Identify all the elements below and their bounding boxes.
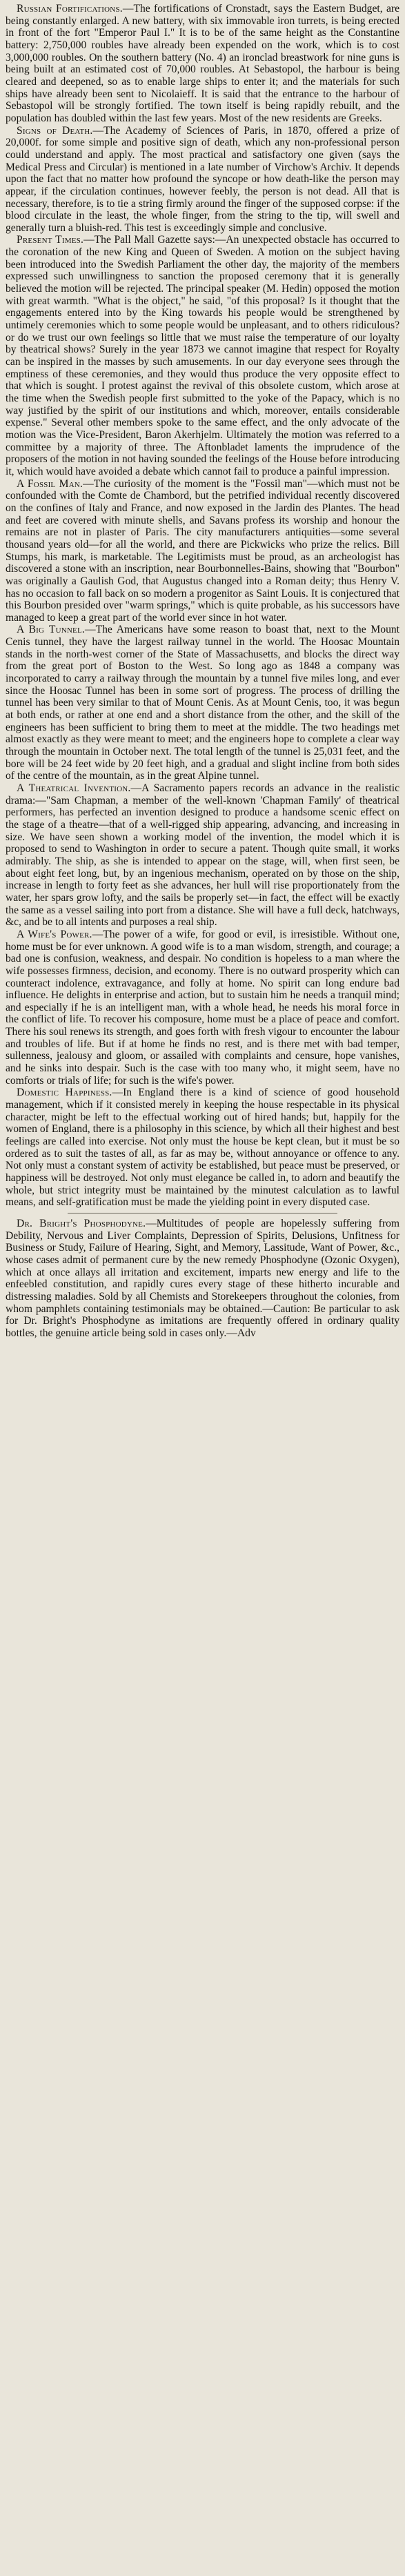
article-body: —The power of a wife, for good or evil, is irresistible. Without one, home must be for ever unknown. A good wife is to a man wisdom, strength, and courage; a bad one is confusion, weakness, and despair. No condition is hopeless to a man where the wife possesses firmness, decision, and economy. There is no outward prosperity which can counteract indolence, extravagance, and folly at home. No spirit can long endure bad influence. He delights in enterprise and action, but to sustain him he needs a tranquil mind; and especially if he is an intelligent man, with a whole head, he needs his moral force in the conflict of life. To recover his composure, home must be a place of peace and comfort. There his soul renews its strength, and goes forth with fresh vigour to encounter the labour and troubles of life. But if at home he finds no rest, and is there met with bad temper, sullenness, jealousy and gloom, or assailed with complaints and censure, hope vanishes, and he sinks into despair. Such is the case with too many who, it might seem, have no comforts or trials of life; for such is the wife's power. <box>6 928 400 1087</box>
article-body: —A Sacramento papers records an advance in the realistic drama:—"Sam Chapman, a member of the well-known 'Chapman Family' of theatrical performers, has perfected an invention designed to produce a handsome scenic effect on the stage of a theatre—that of a well-rigged ship appearing, advancing, and increasing in size. We have seen shown a working model of the invention, the model which it is proposed to send to Washington in order to secure a patent. Though quite small, it works admirably. The ship, as she is intended to appear on the stage, will, when first seen, be about eight feet long, but, by an ingenious mechanism, operated on by those on the ship, increase in length to forty feet as she advances, her hull will rise proportionately from the water, her spars grow lofty, and the sails be properly set—in fact, the effect will be exactly the same as a vessel sailing into port from a distance. She will have a full deck, hatchways, &c, and be to all intents and purposes a real ship. <box>6 782 399 929</box>
article-heading: Signs of Death. <box>17 124 93 137</box>
advertisement-heading: Dr. Bright's Phosphodyne. <box>17 1217 146 1229</box>
article-present-times <box>6 234 399 477</box>
article-a-fossil-man <box>6 478 399 624</box>
article-heading: A Theatrical Invention. <box>17 782 131 794</box>
article-signs-of-death <box>6 125 399 235</box>
article-heading: Domestic Happiness. <box>17 1087 112 1099</box>
advertisement-body: —Multitudes of people are hopelessly suffering from Debility, Nervous and Liver Complaints, Depression of Spirits, Delusions, Unfitness for Business or Study, Failure of Hearing, Sight, and Memory, Lassitude, Want of Power, &c., whose cases admit of permanent cure by the new remedy Phosphodyne (Ozonic Oxygen), which at once allays all irritation and excitement, imparts new energy and life to the enfeebled constitution, and rapidly cures every stage of these hitherto incurable and distressing maladies. Sold by all Chemists and Storekeepers throughout the colonies, from whom pamphlets containing testimonials may be obtained.—Caution: Be particular to ask for Dr. Bright's Phosphodyne as imitations are frequently offered in ordinary quality bottles, the genuine article being sold in cases only.—Adv <box>6 1217 399 1339</box>
article-russian-fortifications <box>6 3 399 125</box>
article-a-wifes-power <box>6 929 399 1087</box>
article-heading: A Fossil Man. <box>17 477 83 490</box>
newspaper-column <box>6 3 399 1340</box>
article-body: —In England there is a kind of science of good household management, which if it consisted merely in keeping the house respectable in its physical character, might be left to the effectual working out of hired hands; but, happily for the women of England, there is a philosophy in this science, by which all their highest and best feelings are called into exercise. Not only must the house be kept clean, but it must be so ordered as to suit the tastes of all, as far as may be, without annoyance or offence to any. Not only must a constant system of activity be established, but peace must be preserved, or happiness will be destroyed. Not only must elegance be called in, to adorn and beautify the whole, but strict integrity must be maintained by the minutest calculation as to lawful means, and self-gratification must be made the yielding point in every disputed case. <box>6 1087 399 1209</box>
article-heading: Present Times. <box>17 234 84 246</box>
article-body: —The Academy of Sciences of Paris, in 1870, offered a prize of 20,000f. for some simple and positive sign of death, which any non-professional person could understand and apply. The most practical and satisfactory one given (says the Medical Press and Circular) is mentioned in a late number of Virchow's Archiv. It depends upon the fact that no matter how profound the syncope or how death-like the person may appear, if the circulation continues, however feebly, the person is not dead. All that is necessary, therefore, is to tie a string firmly around the finger of the supposed corpse: if the blood circulate in the least, the whole finger, from the string to the tip, will swell and generally turn a bluish-red. This test is exceedingly simple and conclusive. <box>6 124 399 234</box>
article-body: —The curiosity of the moment is the "Fossil man"—which must not be confounded with the Comte de Chambord, but the petrified individual recently discovered on the confines of Italy and France, and now exposed in the Jardin des Plantes. The head and feet are covered with minute shells, and Savans profess its worship and honour the remains are not in plaster of Paris. The city manufacturers antiquities—some several thousand years old—for all the world, and there are Pickwicks who prize the relics. Bill Stumps, his mark, is marketable. The Legitimists must be proud, as an archeologist has discovered a stone with an inscription, near Bourbonnelles-Bains, showing that "Bourbon" was originally a Gaulish God, that Augustus changed into a Roman deity; thus Henry V. has no occasion to fall back on so modern a progenitor as Saint Louis. It is conjectured that this Bourbon presided over "warm springs," which is quite probable, as his successors have managed to keep a great part of the world ever since in hot water. <box>6 477 399 624</box>
article-a-big-tunnel <box>6 624 399 782</box>
article-domestic-happiness <box>6 1087 399 1209</box>
advertisement-phosphodyne <box>6 1218 399 1340</box>
article-body: —The Americans have some reason to boast that, next to the Mount Cenis tunnel, they have the largest railway tunnel in the world. The Hoosac Mountain stands in the north-west corner of the State of Massachusetts, and blocks the direct way from the great port of Boston to the West. So long ago as 1848 a company was incorporated to carry a railway through the mountain by a tunnel five miles long, and ever since the Hoosac Tunnel has been in some sort of progress. The process of drilling the tunnel has been very similar to that of Mount Cenis. As at Mount Cenis, too, it was begun at both ends, or rather at one end and a short distance from the other, and the skill of the engineers has been sufficient to bring them to meet at the middle. The two headings met almost exactly as they were meant to meet; and the engineers hope to complete a clear way through the mountain in October next. The total length of the tunnel is 25,031 feet, and the bore will be 24 feet wide by 20 feet high, and a gradual and slight incline from both sides of the centre of the mountain, as in the great Alpine tunnel. <box>6 624 399 782</box>
article-body: —The fortifications of Cronstadt, says the Eastern Budget, are being constantly enlarged. A new battery, with six immovable iron turrets, is being erected in front of the fort "Emperor Paul I." It is to be of the same height as the Constantine battery: 2,750,000 roubles have already been expended on the work, which is to cost 3,000,000 roubles. On the southern battery (No. 4) an ironclad breastwork for nine guns is being built at an estimated cost of 70,000 roubles. At Sebastopol, the harbour is being cleared and deepened, so as to enable large ships to enter it; and the materials for such ships have already been sent to Nicolaieff. It is said that the entrance to the harbour of Sebastopol will be strongly fortified. The town itself is being rapidly rebuilt, and the population has doubled within the last few years. Most of the new residents are Greeks. <box>6 3 399 124</box>
article-a-theatrical-invention <box>6 782 399 929</box>
article-heading: A Big Tunnel. <box>17 624 85 636</box>
article-body: —The Pall Mall Gazette says:—An unexpected obstacle has occurred to the coronation of the new King and Queen of Sweden. A motion on the subject having been introduced into the Swedish Parliament the other day, the majority of the members expressed such unwillingness to sanction the proposed ceremony that it is generally believed the motion will be rejected. The principal speaker (M. Hedin) opposed the motion with great warmth. "What is the object," he said, "of this proposal? Is it thought that the engagements entered into by the King towards his people would be strengthened by untimely ceremonies which to some people would be unpleasant, and to others ridiculous? or do we trust our own feelings so little that we must raise the temperature of our loyalty by theatrical shows? Surely in the year 1873 we cannot imagine that respect for Royalty can be inspired in the masses by such amusements. In our day everyone sees through the emptiness of these ceremonies, and they would thus produce the very opposite effect to that which is sought. I protest against the revival of this obsolete custom, which arose at the time when the Swedish people first submitted to the yoke of the Papacy, which is no way justified by the spirit of our institutions and which, moreover, entails considerable expense." Several other members spoke to the same effect, and the only advocate of the motion was the Vice-President, Baron Akerhjelm. Ultimately the motion was referred to a committee by a majority of three. The Aftonbladet laments the imprudence of the proposers of the motion in not having sounded the feelings of the House before introducing it, which would have avoided a debate which cannot fail to produce a painful impression. <box>6 234 399 477</box>
article-heading: Russian Fortifications. <box>17 3 123 14</box>
article-heading: A Wife's Power. <box>17 928 92 940</box>
